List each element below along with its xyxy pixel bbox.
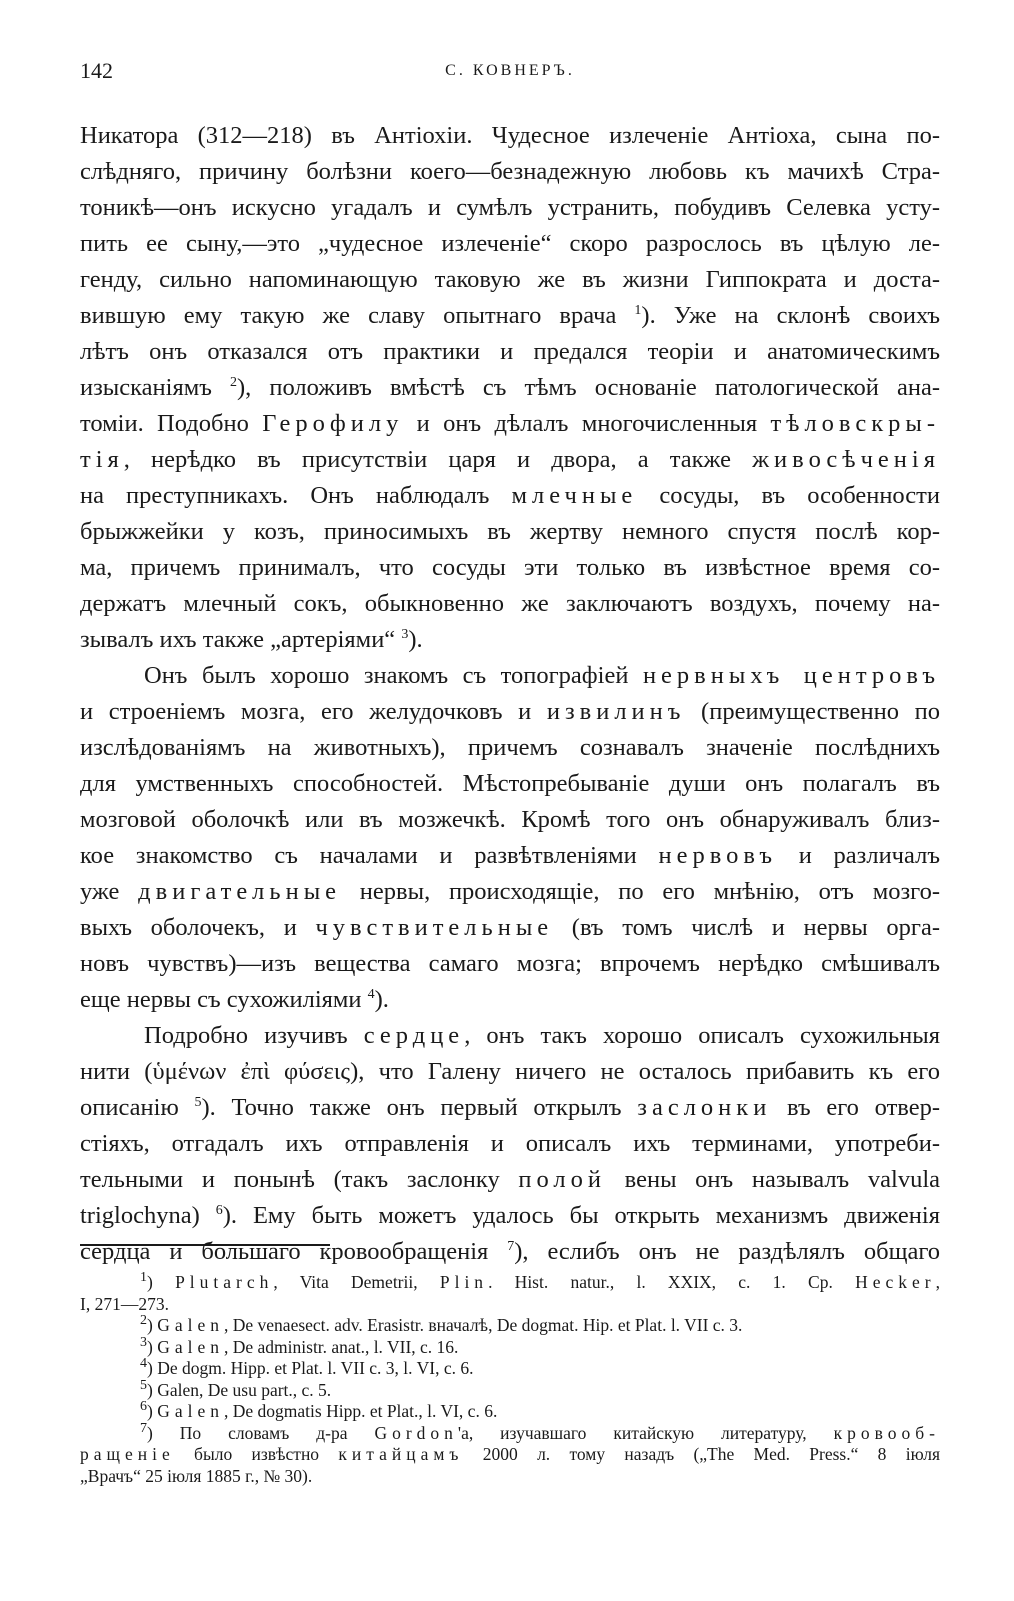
text-run: ) Galen, De usu part., c. 5. [147,1379,332,1400]
footnote-ref: 1 [634,302,642,318]
footnote-ref: 3 [140,1336,147,1350]
text-run: , [935,1272,940,1292]
text-run: изысканіямъ [80,374,230,401]
spaced-emphasis: чувствительные [315,914,554,941]
text-run: Никатора (312—218) въ Антіохіи. Чудесное излеченіе Антіоха, сына по- [80,122,940,149]
text-line [80,550,940,586]
footnote-line [80,1466,940,1488]
text-run: зывалъ ихъ также „артеріями“ [80,626,402,653]
text-run: I, 271—273. [80,1293,169,1314]
spaced-emphasis: полой [518,1166,606,1193]
text-run: мозговой оболочкѣ или въ мозжечкѣ. Кромѣ того онъ обнаруживалъ близ- [80,806,940,833]
spaced-emphasis: двигательные [138,878,342,905]
text-line [80,154,940,190]
text-run: еще нервы съ сухожиліями [80,986,368,1013]
text-run: слѣдняго, причину болѣзни коего—безнадежную любовь къ мачихѣ Стра- [80,158,940,185]
text-line [80,406,940,442]
text-run: лѣтъ онъ отказался отъ практики и предался теоріи и анатомическимъ [80,338,940,365]
spaced-emphasis: заслонки [637,1094,772,1121]
footnote-line [80,1337,940,1359]
text-run: держатъ млечный сокъ, обыкновенно же заключаютъ воздухъ, почему на- [80,590,940,617]
text-run: и различалъ [777,842,940,869]
text-run: тоникѣ—онъ искусно угадалъ и сумѣлъ устранить, побудивъ Селевка усту- [80,194,940,221]
text-run: ) По словамъ д-ра [147,1422,375,1443]
spaced-emphasis: Plin [439,1272,489,1292]
text-line [80,226,940,262]
text-run: Онъ былъ хорошо знакомъ съ топографіей [144,662,643,689]
text-run: томіи. Подобно [80,410,263,437]
spaced-emphasis: млечные [511,482,638,509]
text-run: нити (ὑμένων ἐπὶ φύσεις), что Галену ничего не осталось прибавить къ его [80,1058,940,1085]
footnote-line [80,1423,940,1445]
text-run: выхъ оболочекъ, и [80,914,316,941]
text-line [80,190,940,226]
text-line [80,658,940,694]
text-run: и строеніемъ мозга, его желудочковъ и [80,698,547,725]
text-line [80,478,940,514]
text-run: , De administr. anat., l. VII, c. 16. [224,1336,459,1357]
text-run: triglochyna) [80,1202,216,1229]
spaced-emphasis: извилинъ [546,698,686,725]
footnote-ref: 2 [229,374,237,390]
text-run: ). Ему быть можетъ удалось бы открыть механизмъ движенія [222,1202,940,1229]
running-head: С. КОВНЕРЪ. [445,62,575,79]
text-run: (въ томъ числѣ и нервы орга- [553,914,940,941]
text-run: стіяхъ, отгадалъ ихъ отправленія и описалъ ихъ терминами, употреби- [80,1130,940,1157]
spaced-emphasis: тѣловскры- [770,410,940,437]
text-line [80,118,940,154]
text-run: описанію [80,1094,195,1121]
text-run: (преимущественно по [685,698,940,725]
footnote-ref: 7 [507,1238,515,1254]
main-text [80,118,940,1270]
spaced-emphasis: кровооб- [833,1422,940,1443]
text-run: ма, причемъ принималъ, что сосуды эти только въ извѣстное время со- [80,554,940,581]
spaced-emphasis: ращеніе [80,1444,175,1464]
text-run: кое знакомство съ началами и развѣтвленіями [80,842,659,869]
text-run: ) [147,1401,158,1421]
text-run: ). [374,986,389,1013]
text-line [80,802,940,838]
footnote-ref: 6 [140,1401,147,1415]
footnote-line [80,1444,940,1466]
footnote-ref: 4 [140,1358,147,1372]
footnote-line [80,1294,940,1316]
footnote-line [80,1358,940,1380]
paragraph [80,118,940,658]
spaced-emphasis: нервовъ [658,842,778,869]
text-line [80,1018,940,1054]
footnote-ref: 1 [140,1272,147,1286]
text-run: изслѣдованіямъ на животныхъ), причемъ сознавалъ значеніе послѣднихъ [80,734,940,761]
text-run: сердца и большаго кровообращенія [80,1238,508,1265]
text-run: новъ чувствъ)—изъ вещества самаго мозга; впрочемъ нерѣдко смѣшивалъ [80,950,940,977]
text-run: на преступникахъ. Онъ наблюдалъ [80,482,512,509]
text-run: уже [80,878,139,905]
spaced-emphasis: Герофилу [262,410,404,437]
text-run: тельными и понынѣ (такъ заслонку [80,1166,519,1193]
text-run: , онъ такъ хорошо описалъ сухожильныя [464,1022,940,1049]
paragraph [80,1018,940,1270]
text-run: , De dogmatis Hipp. et Plat., l. VI, c. 6. [224,1401,498,1421]
text-line [80,1090,940,1126]
text-line [80,694,940,730]
text-line [80,1234,940,1270]
text-run: пить ее сыну,—это „чудесное излеченіе“ скоро разрослось въ цѣлую ле- [80,230,940,257]
paragraph [80,658,940,1018]
spaced-emphasis: Gordon [374,1422,458,1443]
text-run: ) [147,1315,158,1335]
page-number: 142 [80,58,113,83]
text-line [80,442,940,478]
text-line [80,766,940,802]
footnote-ref: 5 [194,1094,202,1110]
text-run: и онъ дѣлалъ многочисленныя [403,410,771,437]
text-run: , De venaesect. adv. Erasistr. вначалѣ, De dogmat. Hip. et Plat. l. VII c. 3. [224,1315,743,1335]
text-run: ), положивъ вмѣстѣ съ тѣмъ основаніе патологической ана- [236,374,940,401]
text-run: „Врачъ“ 25 іюля 1885 г., № 30). [80,1465,313,1486]
text-run: ). [408,626,423,653]
footnote-line [80,1315,940,1337]
text-line [80,1126,940,1162]
footnote-ref: 3 [401,626,409,642]
text-run: ). Точно также онъ первый открылъ [201,1094,638,1121]
text-run: было извѣстно [174,1444,339,1464]
text-line [80,334,940,370]
text-line [80,910,940,946]
text-line [80,838,940,874]
text-run: для умственныхъ способностей. Мѣстопребываніе души онъ полагалъ въ [80,770,940,797]
text-run: ) De dogm. Hipp. et Plat. l. VII c. 3, l. VI, c. 6. [147,1358,474,1378]
footnote-line [80,1272,940,1294]
text-line [80,298,940,334]
spaced-emphasis: китайцамъ [338,1444,464,1464]
spaced-emphasis: Galen [157,1315,224,1335]
text-run: сосуды, въ особенности [637,482,940,509]
text-run: ) [147,1336,158,1357]
footnote-line [80,1401,940,1423]
text-run: брыжжейки у козъ, приносимыхъ въ жертву немного спустя послѣ кор- [80,518,940,545]
text-line [80,1054,940,1090]
footnote-separator [80,1244,330,1246]
text-run: , нерѣдко въ присутствіи царя и двора, а также [123,446,753,473]
text-line [80,622,940,658]
footnote-ref: 7 [140,1422,147,1436]
text-line [80,514,940,550]
footnote-ref: 2 [140,1315,147,1329]
text-line [80,946,940,982]
spaced-emphasis: сердце [363,1022,465,1049]
text-run: генду, сильно напоминающую таковую же въ жизни Гиппократа и доста- [80,266,940,293]
text-run: Подробно изучивъ [144,1022,364,1049]
footnote-ref: 5 [140,1379,147,1393]
text-run: . Hist. natur., l. XXIX, c. 1. Cp. [488,1272,856,1292]
spaced-emphasis: нервныхъ центровъ [642,662,940,689]
text-run: ), еслибъ онъ не раздѣлялъ общаго [514,1238,940,1265]
text-run: 'а, изучавшаго китайскую литературу, [457,1422,834,1443]
text-line [80,586,940,622]
spaced-emphasis: Hecker [855,1272,936,1292]
text-line [80,730,940,766]
spaced-emphasis: Plutarch [175,1272,274,1292]
footnote-ref: 6 [215,1202,223,1218]
text-run: вившую ему такую же славу опытнаго врача [80,302,635,329]
spaced-emphasis: тія [80,446,124,473]
text-run: ). Уже на склонѣ своихъ [641,302,940,329]
text-line [80,1198,940,1234]
text-line [80,1162,940,1198]
footnote-ref: 4 [367,986,375,1002]
text-line [80,874,940,910]
text-run: ) [147,1272,176,1292]
text-line [80,982,940,1018]
text-run: въ его отвер- [771,1094,940,1121]
text-run: 2000 л. тому назадъ („The Med. Press.“ 8 іюля [463,1444,940,1464]
spaced-emphasis: Galen [157,1401,224,1421]
footnotes [80,1272,940,1487]
spaced-emphasis: Galen [157,1336,224,1357]
footnote-line [80,1380,940,1402]
text-run: вены онъ называлъ valvula [606,1166,940,1193]
spaced-emphasis: живосѣченія [752,446,940,473]
text-run: нервы, происходящіе, по его мнѣнію, отъ мозго- [341,878,940,905]
page-header [80,58,940,88]
text-line [80,370,940,406]
text-line [80,262,940,298]
text-run: , Vita Demetrii, [273,1272,440,1292]
